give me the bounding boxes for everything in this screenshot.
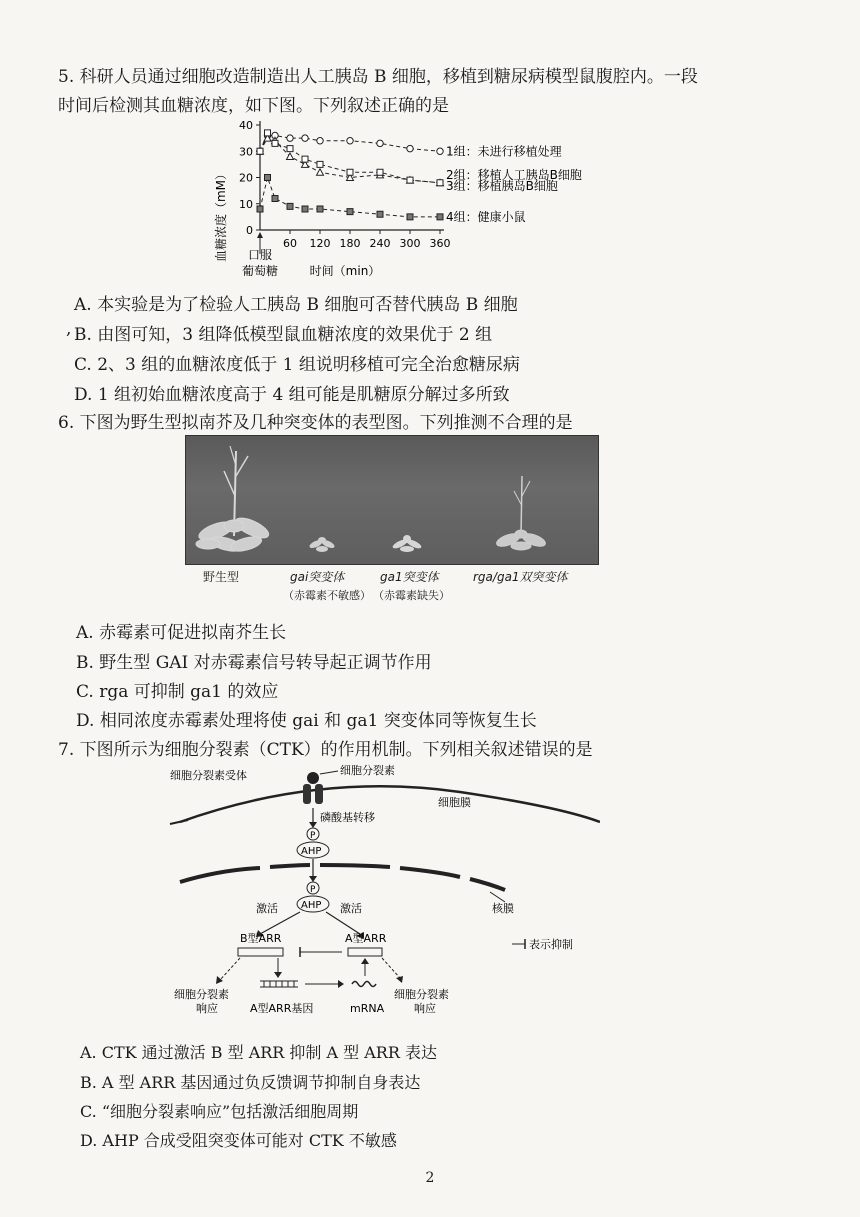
point-group4 <box>287 203 293 209</box>
arrow-activate-a <box>326 912 360 934</box>
point-group4 <box>377 211 383 217</box>
membrane-label: 细胞膜 <box>438 796 471 809</box>
chart-axes <box>239 119 451 254</box>
q5-stem-line2: 时间后检测其血糖浓度，如下图。下列叙述正确的是 <box>58 96 449 116</box>
a-arr-label: A型ARR <box>345 932 387 945</box>
point-group4 <box>347 209 353 215</box>
series-label-group4: 4组：健康小鼠 <box>446 209 526 224</box>
point-group3 <box>257 148 263 154</box>
response-left-line1: 细胞分裂素 <box>174 988 229 1001</box>
q5-option-a: A. 本实验是为了检验人工胰岛 B 细胞可否替代胰岛 B 细胞 <box>74 295 518 315</box>
arrowhead-b-gene <box>274 972 282 978</box>
chart-xlabel: 时间（min） <box>309 264 381 278</box>
q5-stem-line1: 5. 科研人员通过细胞改造制造出人工胰岛 B 细胞，移植到糖尿病模型鼠腹腔内。一段 <box>58 67 698 87</box>
q7-option-c: C. “细胞分裂素响应”包括激活细胞周期 <box>80 1102 359 1121</box>
arrowhead-phospho <box>309 822 317 828</box>
q6-stem: 6. 下图为野生型拟南芥及几种突变体的表型图。下列推测不合理的是 <box>58 413 573 433</box>
q5-option-c: C. 2、3 组的血糖浓度低于 1 组说明移植可完全治愈糖尿病 <box>74 355 520 375</box>
response-right-line2: 响应 <box>414 1002 436 1015</box>
series-label-group1: 1组：未进行移植处理 <box>446 144 562 159</box>
y-tick-label: 10 <box>239 197 253 211</box>
arrow-activate-b <box>260 912 300 934</box>
x-tick-label: 240 <box>369 237 391 250</box>
a-arr-box <box>348 948 382 956</box>
blood-glucose-chart <box>205 115 625 285</box>
phospho-label: 磷酸基转移 <box>320 811 375 824</box>
point-group4 <box>265 175 271 181</box>
plant-illustration <box>186 436 598 564</box>
y-tick-label: 40 <box>239 119 253 132</box>
oral-glucose-arrowhead <box>257 232 263 238</box>
caption-gai: gai突变体 <box>290 570 345 584</box>
q6-option-b: B. 野生型 GAI 对赤霉素信号转导起正调节作用 <box>76 653 432 673</box>
q6-option-d: D. 相同浓度赤霉素处理将使 gai 和 ga1 突变体同等恢复生长 <box>76 711 537 731</box>
point-group3 <box>287 146 293 152</box>
arrow-a-response <box>382 958 400 978</box>
x-tick-label: 120 <box>309 237 331 250</box>
ctk-mechanism-diagram <box>160 762 600 1024</box>
x-tick-label: 360 <box>429 237 451 250</box>
b-arr-label: B型ARR <box>240 932 282 945</box>
gai-mutant-plant <box>308 537 335 552</box>
point-group1 <box>287 135 293 141</box>
membrane-edge <box>170 820 188 824</box>
caption-ga1: ga1突变体 <box>380 570 439 584</box>
arrow-label-glucose: 葡萄糖 <box>241 264 279 278</box>
point-group3 <box>347 169 353 175</box>
rga-ga1-double-mutant-plant <box>495 476 547 550</box>
series-label-group2: 2组：移植人工胰岛B细胞 <box>446 167 582 182</box>
response-right-line1: 细胞分裂素 <box>394 988 449 1001</box>
legend-inhibit-label: 表示抑制 <box>529 938 573 951</box>
cytokinin-receptor <box>303 772 323 804</box>
mrna-label: mRNA <box>350 1002 385 1015</box>
point-group4 <box>257 206 263 212</box>
point-group1 <box>377 140 383 146</box>
gene-label: A型ARR基因 <box>250 1002 314 1015</box>
arrowhead-mrna-a-arr <box>361 958 369 964</box>
point-group3 <box>437 180 443 186</box>
arrowhead-ahp-nuclear <box>309 876 317 882</box>
arrow-b-response <box>220 958 240 980</box>
q5-option-b: B. 由图可知，3 组降低模型鼠血糖浓度的效果优于 2 组 <box>74 325 493 345</box>
x-tick-label: 180 <box>339 237 361 250</box>
receptor-label: 细胞分裂素受体 <box>170 769 247 782</box>
caption-wild-type: 野生型 <box>203 570 240 584</box>
point-group2 <box>317 169 324 176</box>
response-left-line2: 响应 <box>196 1002 218 1015</box>
q7-option-a: A. CTK 通过激活 B 型 ARR 抑制 A 型 ARR 表达 <box>80 1043 437 1062</box>
chart-series <box>257 130 582 224</box>
b-arr-box <box>238 948 283 956</box>
nuclear-membrane <box>180 865 505 890</box>
point-group4 <box>272 196 278 202</box>
mrna-wave-icon <box>352 982 376 987</box>
ahp-bottom-label: AHP <box>301 900 322 911</box>
point-group1 <box>302 135 308 141</box>
page-number: 2 <box>425 1170 435 1186</box>
activate-right-label: 激活 <box>340 902 362 915</box>
point-group4 <box>302 206 308 212</box>
point-group4 <box>437 214 443 220</box>
q7-stem: 7. 下图所示为细胞分裂素（CTK）的作用机制。下列相关叙述错误的是 <box>58 740 593 760</box>
subcaption-gai: （赤霉素不敏感） <box>283 589 371 602</box>
chart-ylabel: 血糖浓度（mM） <box>214 167 228 263</box>
arrowhead-a-response <box>396 976 403 983</box>
arabidopsis-phenotype-photo <box>185 435 599 565</box>
point-group3 <box>377 169 383 175</box>
ga1-mutant-plant <box>391 535 422 552</box>
q7-option-d: D. AHP 合成受阻突变体可能对 CTK 不敏感 <box>80 1131 397 1150</box>
activate-left-label: 激活 <box>256 902 278 915</box>
x-tick-label: 300 <box>399 237 421 250</box>
point-group1 <box>347 138 353 144</box>
arrowhead-gene-mrna <box>338 980 344 988</box>
y-tick-label: 20 <box>239 171 253 185</box>
phosphate-bottom-label: P <box>310 885 316 895</box>
cell-membrane <box>180 786 600 822</box>
arrow-label-oral: 口服 <box>247 248 273 262</box>
point-group3 <box>302 156 308 162</box>
caption-rga-ga1: rga/ga1双突变体 <box>473 570 568 584</box>
point-group4 <box>317 206 323 212</box>
nucleus-label: 核膜 <box>492 902 514 915</box>
ctk-label: 细胞分裂素 <box>340 764 395 777</box>
phosphate-top-label: P <box>310 831 316 841</box>
wild-type-plant <box>196 446 271 554</box>
y-tick-label: 0 <box>246 224 253 237</box>
point-group1 <box>317 138 323 144</box>
a-arr-gene-icon <box>260 981 298 987</box>
point-group2 <box>287 153 294 160</box>
point-group3 <box>317 161 323 167</box>
point-group3 <box>265 130 271 136</box>
point-group3 <box>407 177 413 183</box>
ahp-top-label: AHP <box>301 846 322 857</box>
q5-option-mark: , <box>66 319 72 339</box>
subcaption-ga1: （赤霉素缺失） <box>373 589 450 602</box>
x-tick-label: 60 <box>283 237 297 250</box>
y-tick-label: 30 <box>239 145 253 159</box>
nucleus-pointer <box>490 892 505 902</box>
point-group4 <box>407 214 413 220</box>
point-group1 <box>407 145 413 151</box>
q5-option-d: D. 1 组初始血糖浓度高于 4 组可能是肌糖原分解过多所致 <box>74 385 510 405</box>
ctk-pointer <box>320 771 338 774</box>
series-label-group3: 3组：移植胰岛B细胞 <box>446 178 558 193</box>
q6-option-a: A. 赤霉素可促进拟南芥生长 <box>76 623 287 643</box>
q6-option-c: C. rga 可抑制 ga1 的效应 <box>76 682 279 702</box>
point-group1 <box>437 148 443 154</box>
q7-option-b: B. A 型 ARR 基因通过负反馈调节抑制自身表达 <box>80 1073 421 1092</box>
point-group3 <box>272 140 278 146</box>
